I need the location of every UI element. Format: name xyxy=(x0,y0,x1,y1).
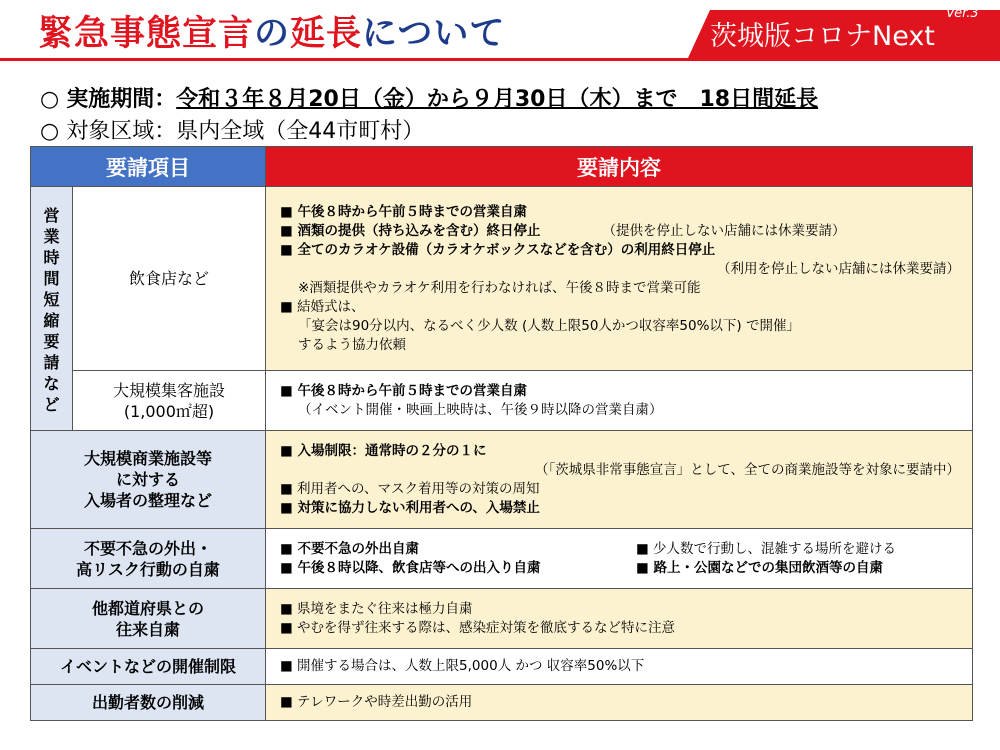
list-item: ■ 路上・公園などでの集団飲酒等の自粛 xyxy=(636,559,883,576)
content-commercial xyxy=(266,431,973,529)
subcategory-restaurants: 飲食店など xyxy=(73,187,266,371)
page-title xyxy=(38,6,505,56)
header-request-content: 要請内容 xyxy=(266,147,973,187)
title-segment: の xyxy=(254,14,291,54)
header-divider xyxy=(0,58,1000,61)
list-item: ■ やむを得ず往来する際は、感染症対策を徹底するなど特に注意 xyxy=(280,619,676,636)
list-item: ■ 入場制限：通常時の２分の１に xyxy=(280,442,487,459)
area-label: 対象区域： xyxy=(66,119,177,144)
list-item: ■ テレワークや時差出勤の活用 xyxy=(280,694,473,710)
list-item: するよう協力依頼 xyxy=(298,336,406,353)
list-item: ■ 少人数で行動し、混雑する場所を避ける xyxy=(636,540,897,557)
list-item: ■ 結婚式は、 xyxy=(280,298,365,315)
category-travel: 他都道府県との 往来自粛 xyxy=(31,589,266,649)
area-line xyxy=(40,114,424,145)
title-segment: について xyxy=(362,14,506,54)
list-item: ■ 利用者への、マスク着用等の対策の周知 xyxy=(280,480,540,497)
title-segment: 延長 xyxy=(290,14,363,54)
list-item: ■ 酒類の提供（持ち込みを含む）終日停止 （提供を停止しない店舗には休業要請） xyxy=(280,222,846,239)
content-commuting xyxy=(266,685,973,721)
category-business-hours: 営 業 時 間 短 縮 要 請 な ど xyxy=(31,187,73,431)
category-outings: 不要不急の外出・ 高リスク行動の自粛 xyxy=(31,529,266,589)
list-item: 「宴会は90分以内、なるべく少人数 (人数上限50人かつ収容率50%以下) で開催」 xyxy=(298,317,800,334)
list-item: （「茨城県非常事態宣言」として、全ての商業施設等を対象に要請中） xyxy=(535,461,960,478)
list-item: ■ 開催する場合は、人数上限5,000人 かつ 収容率50%以下 xyxy=(280,658,645,674)
list-item: ■ 全てのカラオケ設備（カラオケボックスなどを含む）の利用終日停止 xyxy=(280,241,716,258)
list-item: ※酒類提供やカラオケ利用を行わなければ、午後８時まで営業可能 xyxy=(298,279,701,296)
bullet-icon: ○ xyxy=(40,87,60,112)
bullet-icon: ○ xyxy=(40,119,60,144)
period-line xyxy=(40,82,818,113)
list-item: ■ 午後８時以降、飲食店等への出入り自粛 xyxy=(280,559,541,576)
brand-badge-text: 茨城版コロナNext xyxy=(710,21,935,52)
period-value: 令和３年８月20日（金）から９月30日（木）まで 18日間延長 xyxy=(176,87,819,112)
content-outings xyxy=(266,529,973,589)
content-travel xyxy=(266,589,973,649)
area-value: 県内全域（全44市町村） xyxy=(176,119,425,144)
list-item: ■ 県境をまたぐ往来は極力自粛 xyxy=(280,600,473,617)
category-commercial: 大規模商業施設等 に対する 入場者の整理など xyxy=(31,431,266,529)
category-events: イベントなどの開催制限 xyxy=(31,649,266,685)
subcategory-large-venues: 大規模集客施設 (1,000㎡超) xyxy=(73,371,266,431)
content-restaurants xyxy=(266,187,973,371)
period-label: 実施期間： xyxy=(66,87,177,112)
list-item: （利用を停止しない店舗には休業要請） xyxy=(717,260,960,277)
content-events xyxy=(266,649,973,685)
list-item: （イベント開催・映画上映時は、午後９時以降の営業自粛） xyxy=(298,401,663,418)
list-item: ■ 不要不急の外出自粛 xyxy=(280,540,419,557)
title-segment: 緊急事態宣言 xyxy=(38,14,255,54)
brand-version: Ver.3 xyxy=(946,6,979,21)
list-item: ■ 午後８時から午前５時までの営業自粛 xyxy=(280,203,527,220)
list-item: ■ 対策に協力しない利用者への、入場禁止 xyxy=(280,499,540,516)
list-item: ■ 午後８時から午前５時までの営業自粛 xyxy=(280,382,527,399)
header-request-item: 要請項目 xyxy=(31,147,266,187)
content-large-venues xyxy=(266,371,973,431)
category-commuting: 出勤者数の削減 xyxy=(31,685,266,721)
requests-table xyxy=(30,146,973,721)
